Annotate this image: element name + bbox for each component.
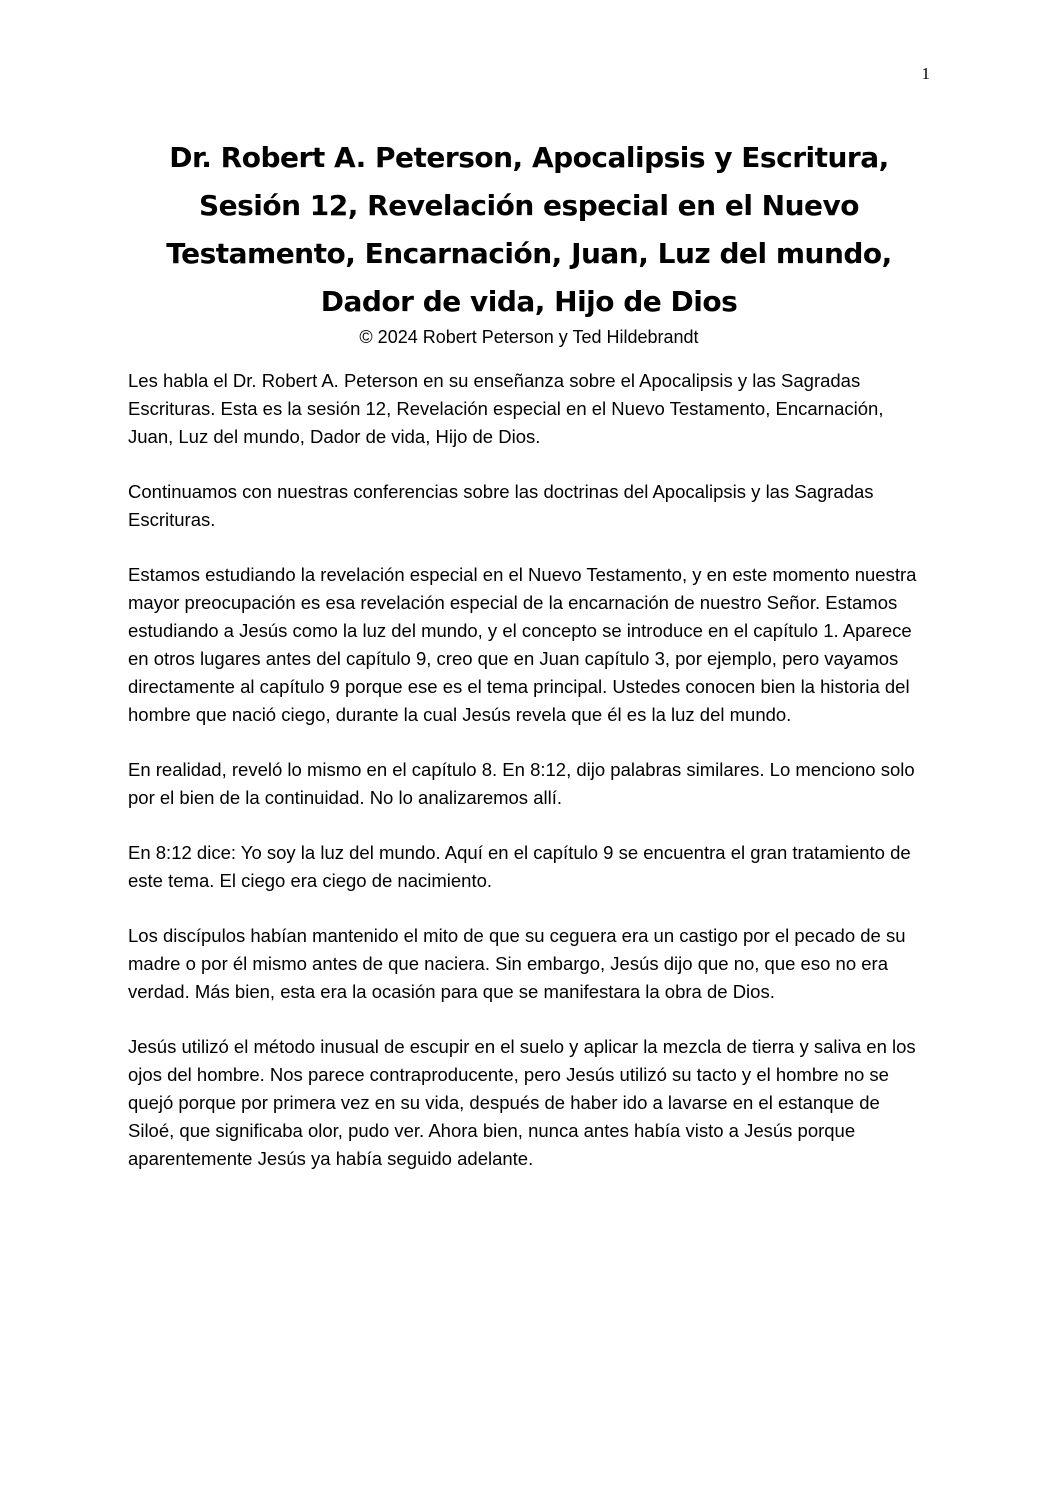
title-block bbox=[128, 134, 930, 348]
paragraph-6: Los discípulos habían mantenido el mito de que su ceguera era un castigo por el pecado de su madre o por él mismo antes de que naciera. Sin embargo, Jesús dijo que no, que eso no era verdad. Más bien, esta era la ocasión para que se manifestara la obra de Dios. bbox=[128, 925, 906, 1002]
paragraph-5: En 8:12 dice: Yo soy la luz del mundo. Aquí en el capítulo 9 se encuentra el gran tratamiento de este tema. El ciego era ciego de nacimiento. bbox=[128, 842, 911, 891]
body-text bbox=[128, 367, 930, 1200]
paragraph-3: Estamos estudiando la revelación especial en el Nuevo Testamento, y en este momento nuestra mayor preocupación es esa revelación especial de la encarnación de nuestro Señor. Estamos estudiando a Jesús como la luz del mundo, y el concepto se introduce en el capítulo 1. Aparece en otros lugares antes del capítulo 9, creo que en Juan capítulo 3, por ejemplo, pero vayamos directamente al capítulo 9 porque ese es el tema principal. Ustedes conocen bien la historia del hombre que nació ciego, durante la cual Jesús revela que él es la luz del mundo. bbox=[128, 564, 917, 725]
page-number: 1 bbox=[921, 64, 930, 83]
paragraph-7: Jesús utilizó el método inusual de escupir en el suelo y aplicar la mezcla de tierra y saliva en los ojos del hombre. Nos parece contraproducente, pero Jesús utilizó su tacto y el hombre no se quejó porque por primera vez en su vida, después de haber ido a lavarse en el estanque de Siloé, que significaba olor, pudo ver. Ahora bien, nunca antes había visto a Jesús porque aparentemente Jesús ya había seguido adelante. bbox=[128, 1036, 916, 1169]
copyright-line: © 2024 Robert Peterson y Ted Hildebrandt bbox=[359, 327, 699, 347]
paragraph-2: Continuamos con nuestras conferencias sobre las doctrinas del Apocalipsis y las Sagradas Escrituras. bbox=[128, 481, 874, 530]
paragraph-1: Les habla el Dr. Robert A. Peterson en su enseñanza sobre el Apocalipsis y las Sagradas Escrituras. Esta es la sesión 12, Revelación especial en el Nuevo Testamento, Encarnación, Juan, Luz del mundo, Dador de vida, Hijo de Dios. bbox=[128, 370, 884, 447]
document-title: Dr. Robert A. Peterson, Apocalipsis y Escritura, Sesión 12, Revelación especial en el Nuevo Testamento, Encarnación, Juan, Luz del mundo, Dador de vida, Hijo de Dios bbox=[166, 141, 892, 318]
paragraph-4: En realidad, reveló lo mismo en el capítulo 8. En 8:12, dijo palabras similares. Lo menciono solo por el bien de la continuidad. No lo analizaremos allí. bbox=[128, 759, 915, 808]
